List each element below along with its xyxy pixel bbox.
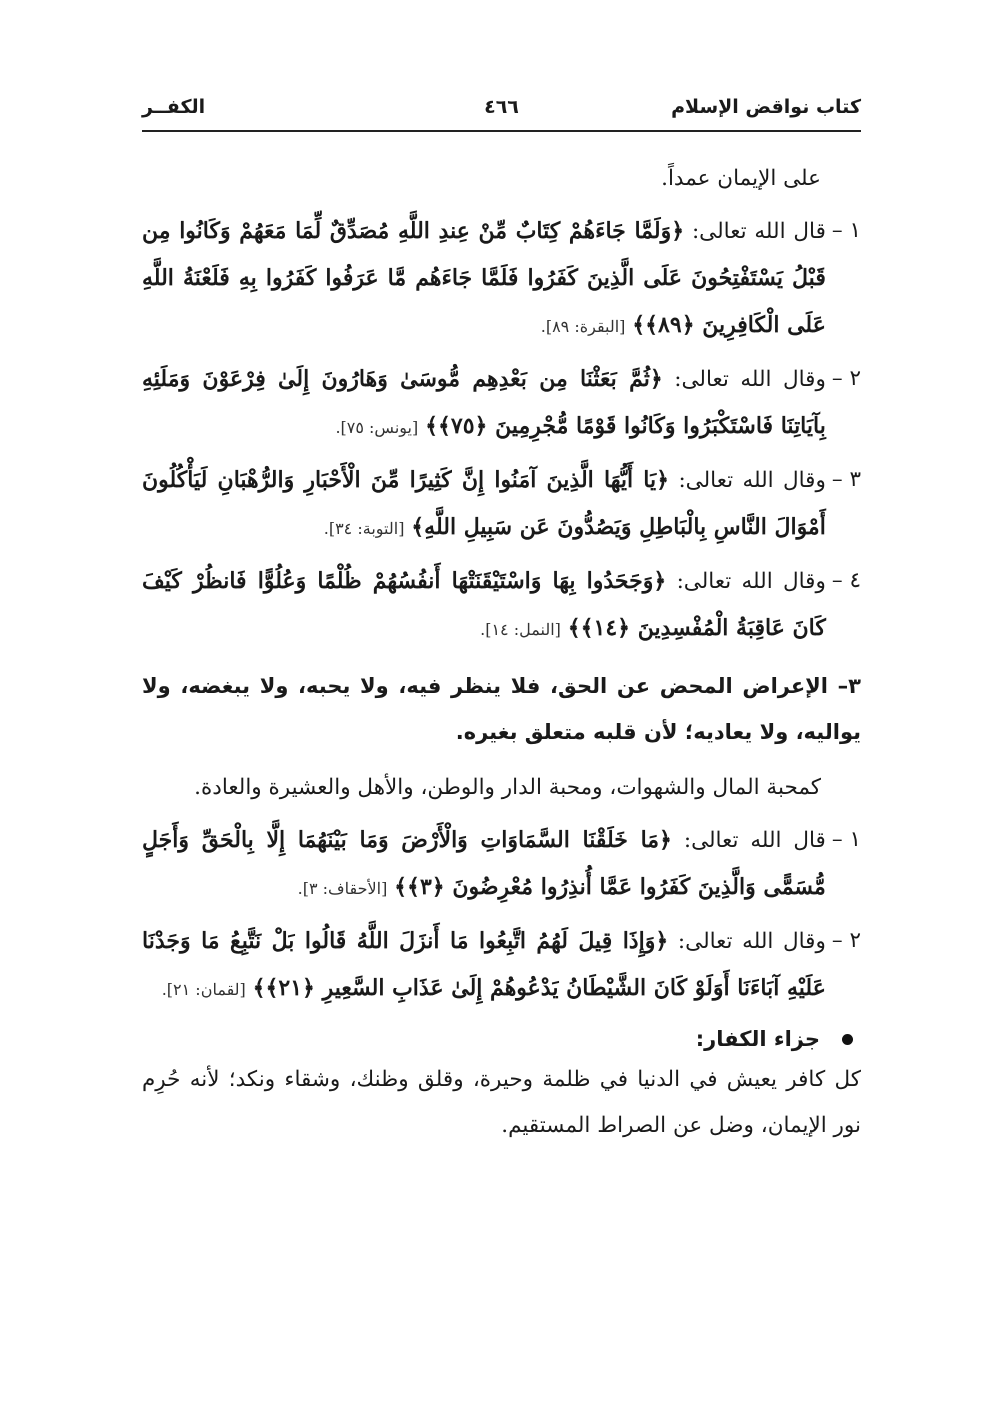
quran-verse: ﴿مَا خَلَقْنَا السَّمَاوَاتِ وَالْأَرْضَ وَمَا بَيْنَهُمَا إِلَّا بِالْحَقِّ وَأَجَلٍ مُّسَمًّى وَالَّذِينَ كَفَرُوا عَمَّا أُنذِرُوا مُعْرِضُونَ ﴿٣﴾﴾	[142, 827, 826, 900]
item-number: ٢ –	[831, 928, 861, 953]
intro-line: على الإيمان عمداً.	[661, 166, 821, 191]
item-number: ٤ –	[831, 568, 861, 593]
verse-citation: [النمل: ١٤].	[480, 620, 561, 639]
verse-text	[142, 558, 826, 653]
verse-lead: وقال الله تعالى:	[674, 367, 826, 392]
spacer	[142, 755, 861, 765]
section-heading-3: ٣– الإعراض المحض عن الحق، فلا ينظر فيه، ولا يحبه، ولا يبغضه، ولا يواليه، ولا يعاديه؛ لأن قلبه متعلق بغيره.	[142, 674, 861, 744]
verse-citation: [يونس: ٧٥].	[335, 418, 419, 437]
item-number: ١ –	[831, 827, 861, 852]
closing-paragraph: كل كافر يعيش في الدنيا في ظلمة وحيرة، وقلق وظنك، وشقاء ونكد؛ لأنه حُرِم نور الإيمان، وضل عن الصراط المستقيم.	[142, 1067, 861, 1138]
paragraph-love: كمحبة المال والشهوات، ومحبة الدار والوطن، والأهل والعشيرة والعادة.	[194, 775, 821, 800]
verse-item-a2	[142, 356, 861, 451]
bullet-icon	[842, 1034, 853, 1045]
book-title: كتاب نواقض الإسلام	[671, 96, 861, 118]
verse-text	[142, 457, 826, 552]
running-header	[142, 96, 861, 126]
quran-verse: ﴿يَا أَيُّهَا الَّذِينَ آمَنُوا إِنَّ كَثِيرًا مِّنَ الْأَحْبَارِ وَالرُّهْبَانِ لَيَأْكُلُونَ أَمْوَالَ النَّاسِ بِالْبَاطِلِ وَيَصُدُّونَ عَن سَبِيلِ اللَّهِ﴾	[142, 467, 826, 540]
header-rule	[142, 130, 861, 132]
verse-citation: [الأحقاف: ٣].	[297, 879, 388, 898]
bullet-heading-row	[142, 1027, 861, 1051]
verse-item-b2	[142, 918, 861, 1013]
verse-text	[142, 356, 826, 451]
quran-verse: ﴿وَلَمَّا جَاءَهُمْ كِتَابٌ مِّنْ عِندِ اللَّهِ مُصَدِّقٌ لِّمَا مَعَهُمْ وَكَانُوا مِن قَبْلُ يَسْتَفْتِحُونَ عَلَى الَّذِينَ كَفَرُوا فَلَمَّا جَاءَهُم مَّا عَرَفُوا كَفَرُوا بِهِ فَلَعْنَةُ اللَّهِ عَلَى الْكَافِرِينَ ﴿٨٩﴾﴾	[142, 218, 826, 338]
verse-text	[142, 208, 826, 350]
chapter-title: الكفــر	[142, 96, 206, 118]
verse-lead: وقال الله تعالى:	[677, 929, 826, 954]
verse-citation: [البقرة: ٨٩].	[540, 317, 626, 336]
page-number: ٤٦٦	[484, 96, 519, 118]
verse-lead: قال الله تعالى:	[691, 219, 826, 244]
quran-verse: ﴿ثُمَّ بَعَثْنَا مِن بَعْدِهِم مُّوسَىٰ وَهَارُونَ إِلَىٰ فِرْعَوْنَ وَمَلَئِهِ بِآيَاتِنَا فَاسْتَكْبَرُوا وَكَانُوا قَوْمًا مُّجْرِمِينَ ﴿٧٥﴾﴾	[142, 366, 826, 439]
verse-item-a1	[142, 208, 861, 350]
quran-verse: ﴿وَجَحَدُوا بِهَا وَاسْتَيْقَنَتْهَا أَنفُسُهُمْ ظُلْمًا وَعُلُوًّا فَانظُرْ كَيْفَ كَانَ عَاقِبَةُ الْمُفْسِدِينَ ﴿١٤﴾﴾	[142, 568, 826, 641]
verse-text	[142, 918, 826, 1013]
verse-item-a4	[142, 558, 861, 653]
item-number: ١ –	[831, 218, 861, 243]
verse-item-b1	[142, 817, 861, 912]
verse-lead: قال الله تعالى:	[683, 828, 826, 853]
verse-lead: وقال الله تعالى:	[678, 468, 826, 493]
quran-verse: ﴿وَإِذَا قِيلَ لَهُمُ اتَّبِعُوا مَا أَنزَلَ اللَّهُ قَالُوا بَلْ نَتَّبِعُ مَا وَجَدْنَا عَلَيْهِ آبَاءَنَا أَوَلَوْ كَانَ الشَّيْطَانُ يَدْعُوهُمْ إِلَىٰ عَذَابِ السَّعِيرِ ﴿٢١﴾﴾	[142, 928, 826, 1001]
item-number: ٣ –	[831, 467, 861, 492]
verse-text	[142, 817, 826, 912]
verse-citation: [لقمان: ٢١].	[161, 980, 246, 999]
item-number: ٢ –	[831, 366, 861, 391]
bullet-heading: جزاء الكفار:	[695, 1027, 820, 1051]
verse-item-a3	[142, 457, 861, 552]
verse-citation: [التوبة: ٣٤].	[323, 519, 405, 538]
verse-lead: وقال الله تعالى:	[676, 569, 826, 594]
page-body	[142, 156, 861, 1149]
spacer	[142, 653, 861, 663]
